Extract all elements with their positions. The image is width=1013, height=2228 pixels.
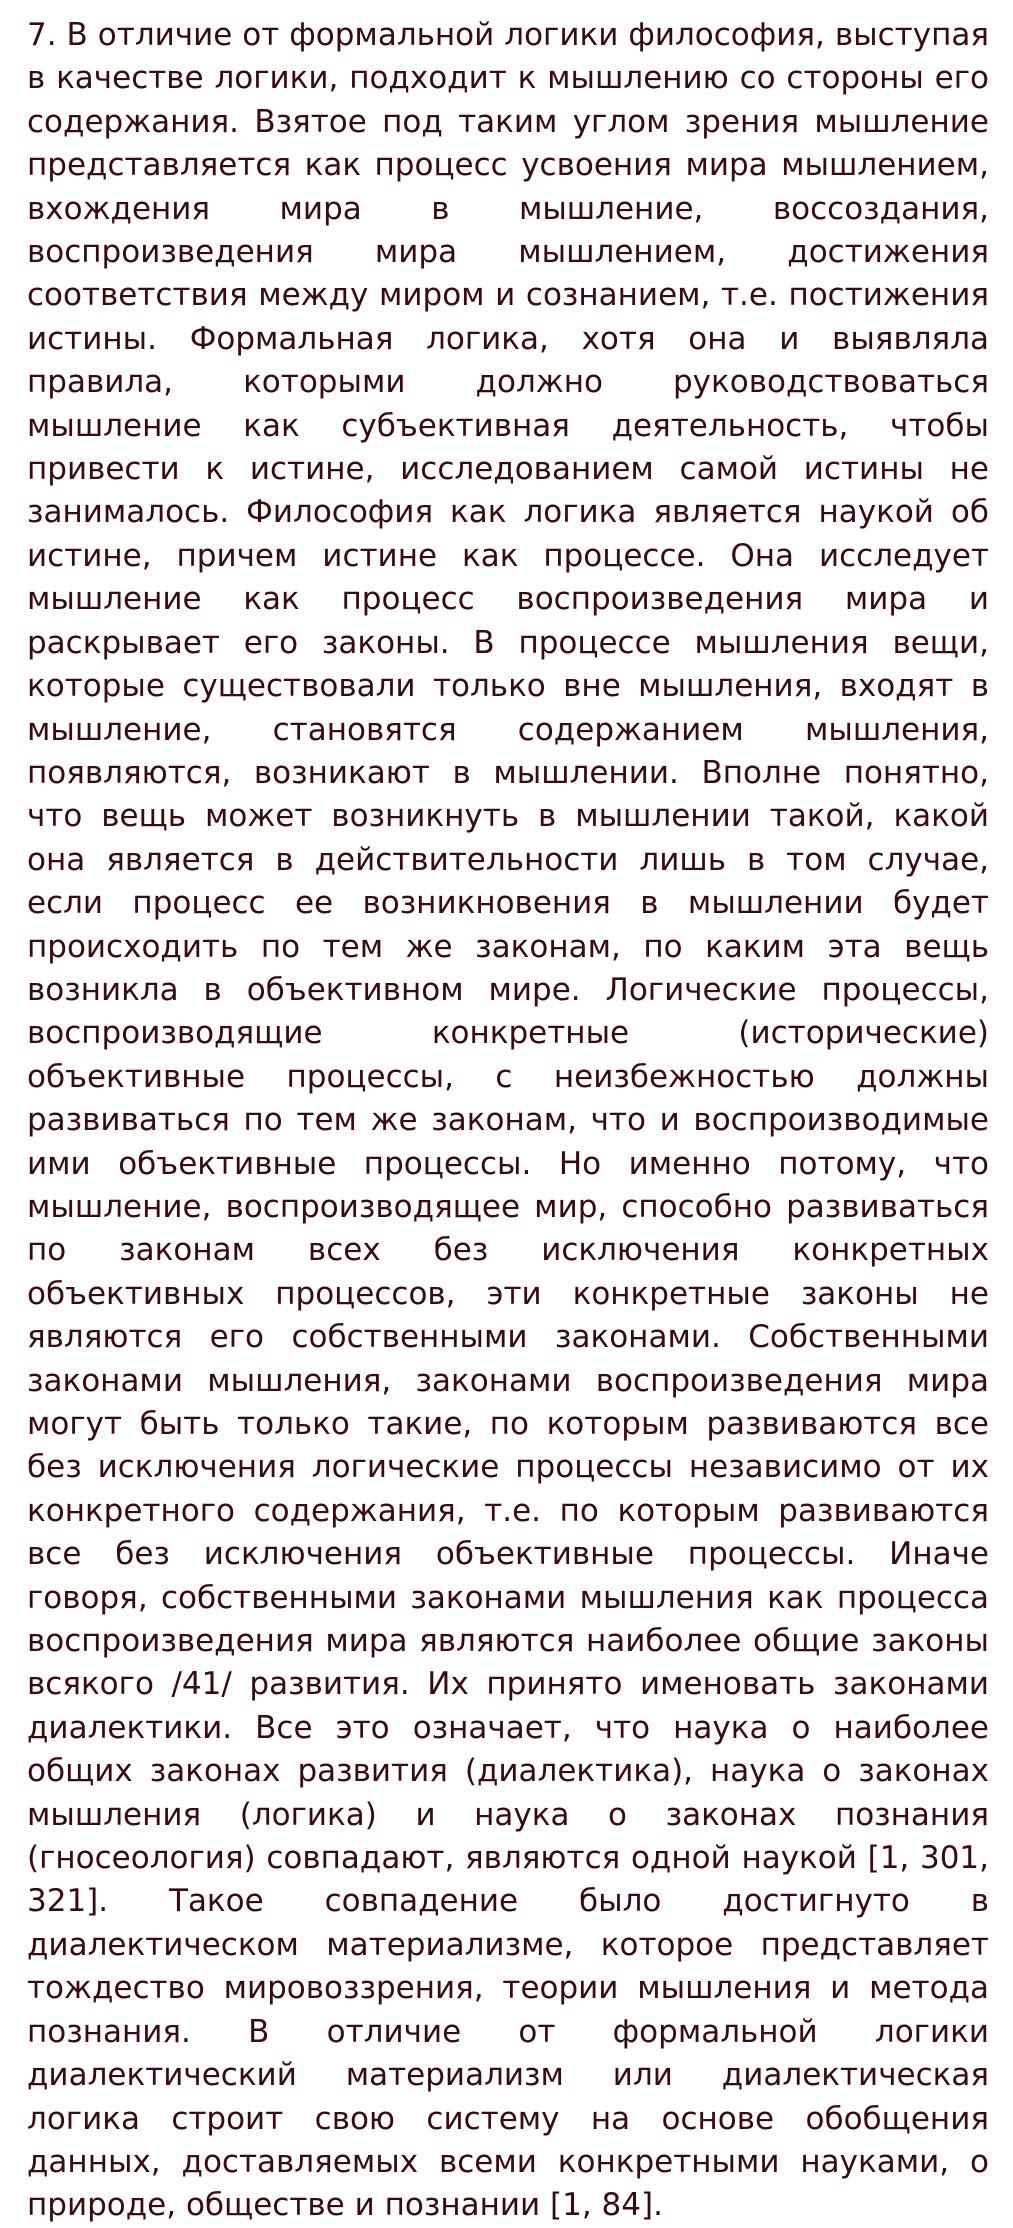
body-paragraph: 7. В отличие от формальной логики философия, выступая в качестве логики, подходит к мышлению со стороны его содержания. Взятое под таким углом зрения мышление представляется как процесс усвоения мира мышлением, вхождения мира в мышление, воссоздания, воспроизведения мира мышлением, достижения соответствия между миром и сознанием, т.е. постижения истины. Формальная логика, хотя она и выявляла правила, которыми должно руководствоваться мышление как субъективная деятельность, чтобы привести к истине, исследованием самой истины не занималось. Философия как логика является наукой об истине, причем истине как процессе. Она исследует мышление как процесс воспроизведения мира и раскрывает его законы. В процессе мышления вещи, которые существовали только вне мышления, входят в мышление, становятся содержанием мышления, появляются, возникают в мышлении. Вполне понятно, что вещь может возникнуть в мышлении такой, какой она является в действительности лишь в том случае, если процесс ее возникновения в мышлении будет происходить по тем же законам, по каким эта вещь возникла в объективном мире. Логические процессы, воспроизводящие конкретные (исторические) объективные процессы, с неизбежностью должны развиваться по тем же законам, что и воспроизводимые ими объективные процессы. Но именно потому, что мышление, воспроизводящее мир, способно развиваться по законам всех без исключения конкретных объективных процессов, эти конкретные законы не являются его собственными законами. Собственными законами мышления, законами воспроизведения мира могут быть только такие, по которым развиваются все без исключения логические процессы независимо от их конкретного содержания, т.е. по которым развиваются все без исключения объективные процессы. Иначе говоря, собственными законами мышления как процесса воспроизведения мира являются наиболее общие законы всякого /41/ развития. Их принято именовать законами диалектики. Все это означает, что наука о наиболее общих законах развития (диалектика), наука о законах мышления (логика) и наука о законах познания (гносеология) совпадают, являются одной наукой [1, 301, 321]. Такое совпадение было достигнуто в диалектическом материализме, которое представляет тождество мировоззрения, теории мышления и метода познания. В отличие от формальной логики диалектический материализм или диалектическая логика строит свою систему на основе обобщения данных, доставляемых всеми конкретными науками, о природе, обществе и познании [1, 84]. [27,17,989,2224]
document-page [27,14,989,2228]
